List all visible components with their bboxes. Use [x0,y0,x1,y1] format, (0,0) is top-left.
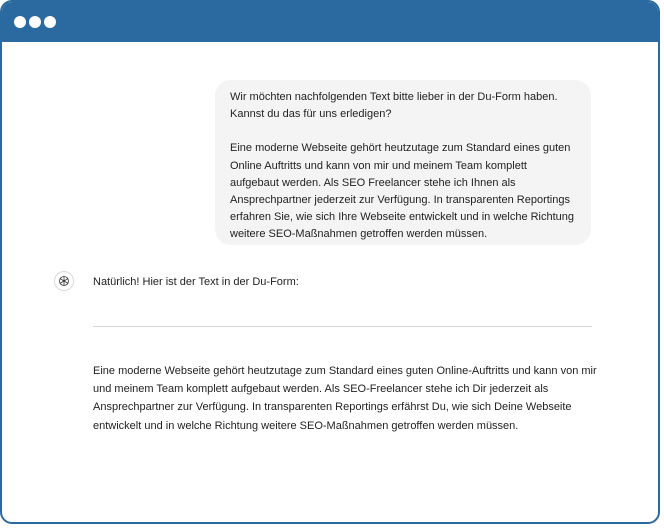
window-control-dot-icon[interactable] [29,16,41,28]
user-message-paragraph: Eine moderne Webseite gehört heutzutage zum Standard eines guten Online Auftritts und kann von mir und meinem Team komplett aufgebaut werden. Als SEO Freelancer stehe ich Ihnen als Ansprechpartner jederzeit zur Verfügung. In transparenten Reportings erfahren Sie, wie sich Ihre Webseite entwickelt und in welche Richtung weitere SEO-Maßnahmen getroffen werden müssen. [230,142,575,241]
chat-conversation [2,42,658,522]
assistant-message-body: Eine moderne Webseite gehört heutzutage zum Standard eines guten Online-Auftritts und kann von mir und meinem Team komplett aufgebaut werden. Als SEO-Freelancer stehe ich Dir jederzeit als Ansprechpartner zur Verfügung. In transparenten Reportings erfährst Du, wie sich Deine Webseite entwickelt und in welche Richtung weitere SEO-Maßnahmen getroffen werden müssen. [93,365,597,432]
window-titlebar [2,2,658,42]
window-control-dot-icon[interactable] [14,16,26,28]
window-control-dot-icon[interactable] [44,16,56,28]
assistant-intro-text: Natürlich! Hier ist der Text in der Du-Form: [93,276,299,288]
separator-line [93,326,592,327]
user-message-bubble [215,80,591,245]
user-message-paragraph: Wir möchten nachfolgenden Text bitte lieber in der Du-Form haben. Kannst du das für uns erledigen? [230,91,558,121]
assistant-logo-icon [54,271,74,291]
